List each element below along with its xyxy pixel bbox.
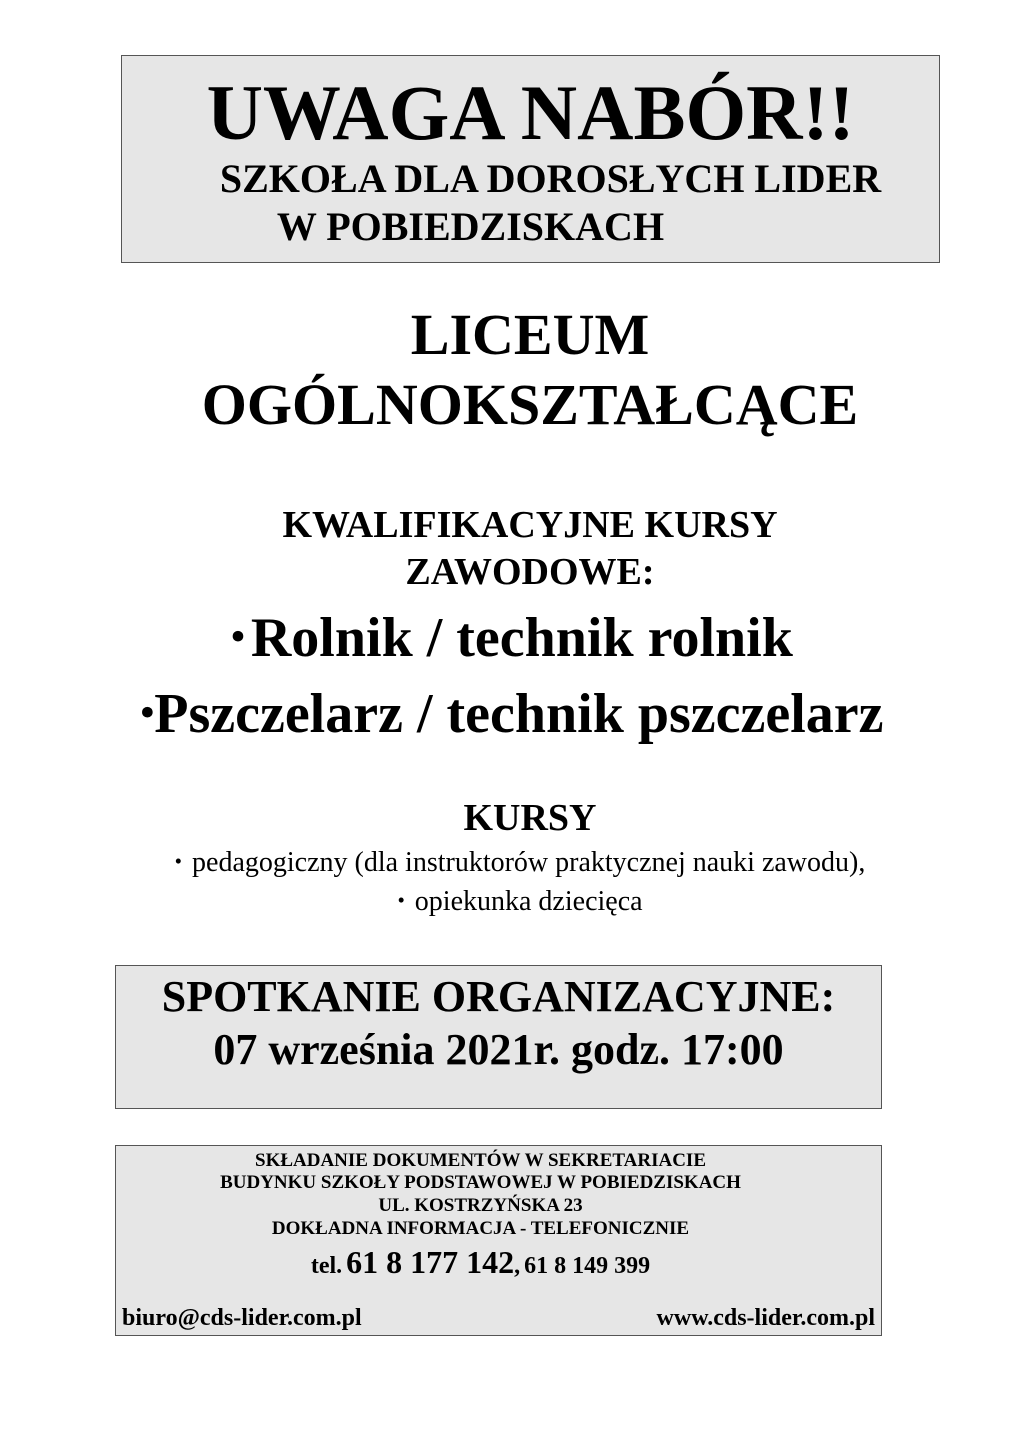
phone-separator: , [514,1253,521,1279]
meeting-box [115,965,882,1109]
phone-alt: 61 8 149 399 [524,1253,651,1279]
course-item-1-text: pedagogiczny (dla instruktorów praktycznej nauki zawodu), [192,847,866,879]
contact-phones [98,1244,863,1287]
qualification-heading-line2: ZAWODOWE: [405,551,655,593]
qualification-item-1-text: Rolnik / technik rolnik [250,607,793,670]
school-name-line1: SZKOŁA DLA DOROSŁYCH LIDER [219,156,882,201]
school-name-line2: W POBIEDZISKACH [276,204,665,249]
header-box [121,55,940,263]
contact-website[interactable]: www.cds-lider.com.pl [656,1305,875,1331]
contact-line1: SKŁADANIE DOKUMENTÓW W SEKRETARIACIE [255,1150,706,1171]
qualification-item-2 [0,680,1024,747]
meeting-line1: SPOTKANIE ORGANIZACYJNE: [161,972,836,1021]
qualification-heading-line1: KWALIFIKACYJNE KURSY [282,504,778,546]
contact-email[interactable]: biuro@cds-lider.com.pl [122,1305,362,1331]
course-item-2 [8,883,1024,919]
contact-box [115,1145,882,1336]
qualification-item-2-text: Pszczelarz / technik pszczelarz [154,683,884,746]
meeting-date: 07 września 2021r. godz. 17:00 [213,1025,784,1074]
tel-prefix: tel. [310,1253,343,1279]
course-item-1 [8,844,1024,880]
phone-main: 61 8 177 142 [346,1244,515,1280]
contact-line4: DOKŁADNA INFORMACJA - TELEFONICZNIE [271,1218,690,1239]
contact-address: UL. KOSTRZYŃSKA 23 [378,1195,583,1216]
bullet-icon: • [174,849,183,873]
contact-line2: BUDYNKU SZKOŁY PODSTAWOWEJ W POBIEDZISKACH [220,1172,741,1193]
bullet-icon: • [231,615,245,658]
liceum-line1: LICEUM [410,302,650,367]
liceum-line2: OGÓLNOKSZTAŁCĄCE [201,372,859,437]
bullet-icon: • [397,888,405,912]
bullet-icon: • [140,691,155,734]
qualification-item-1 [0,604,1024,671]
headline-title: UWAGA NABÓR!! [206,69,855,156]
course-item-2-text: opiekunka dziecięca [414,886,643,918]
courses-heading: KURSY [463,797,597,839]
